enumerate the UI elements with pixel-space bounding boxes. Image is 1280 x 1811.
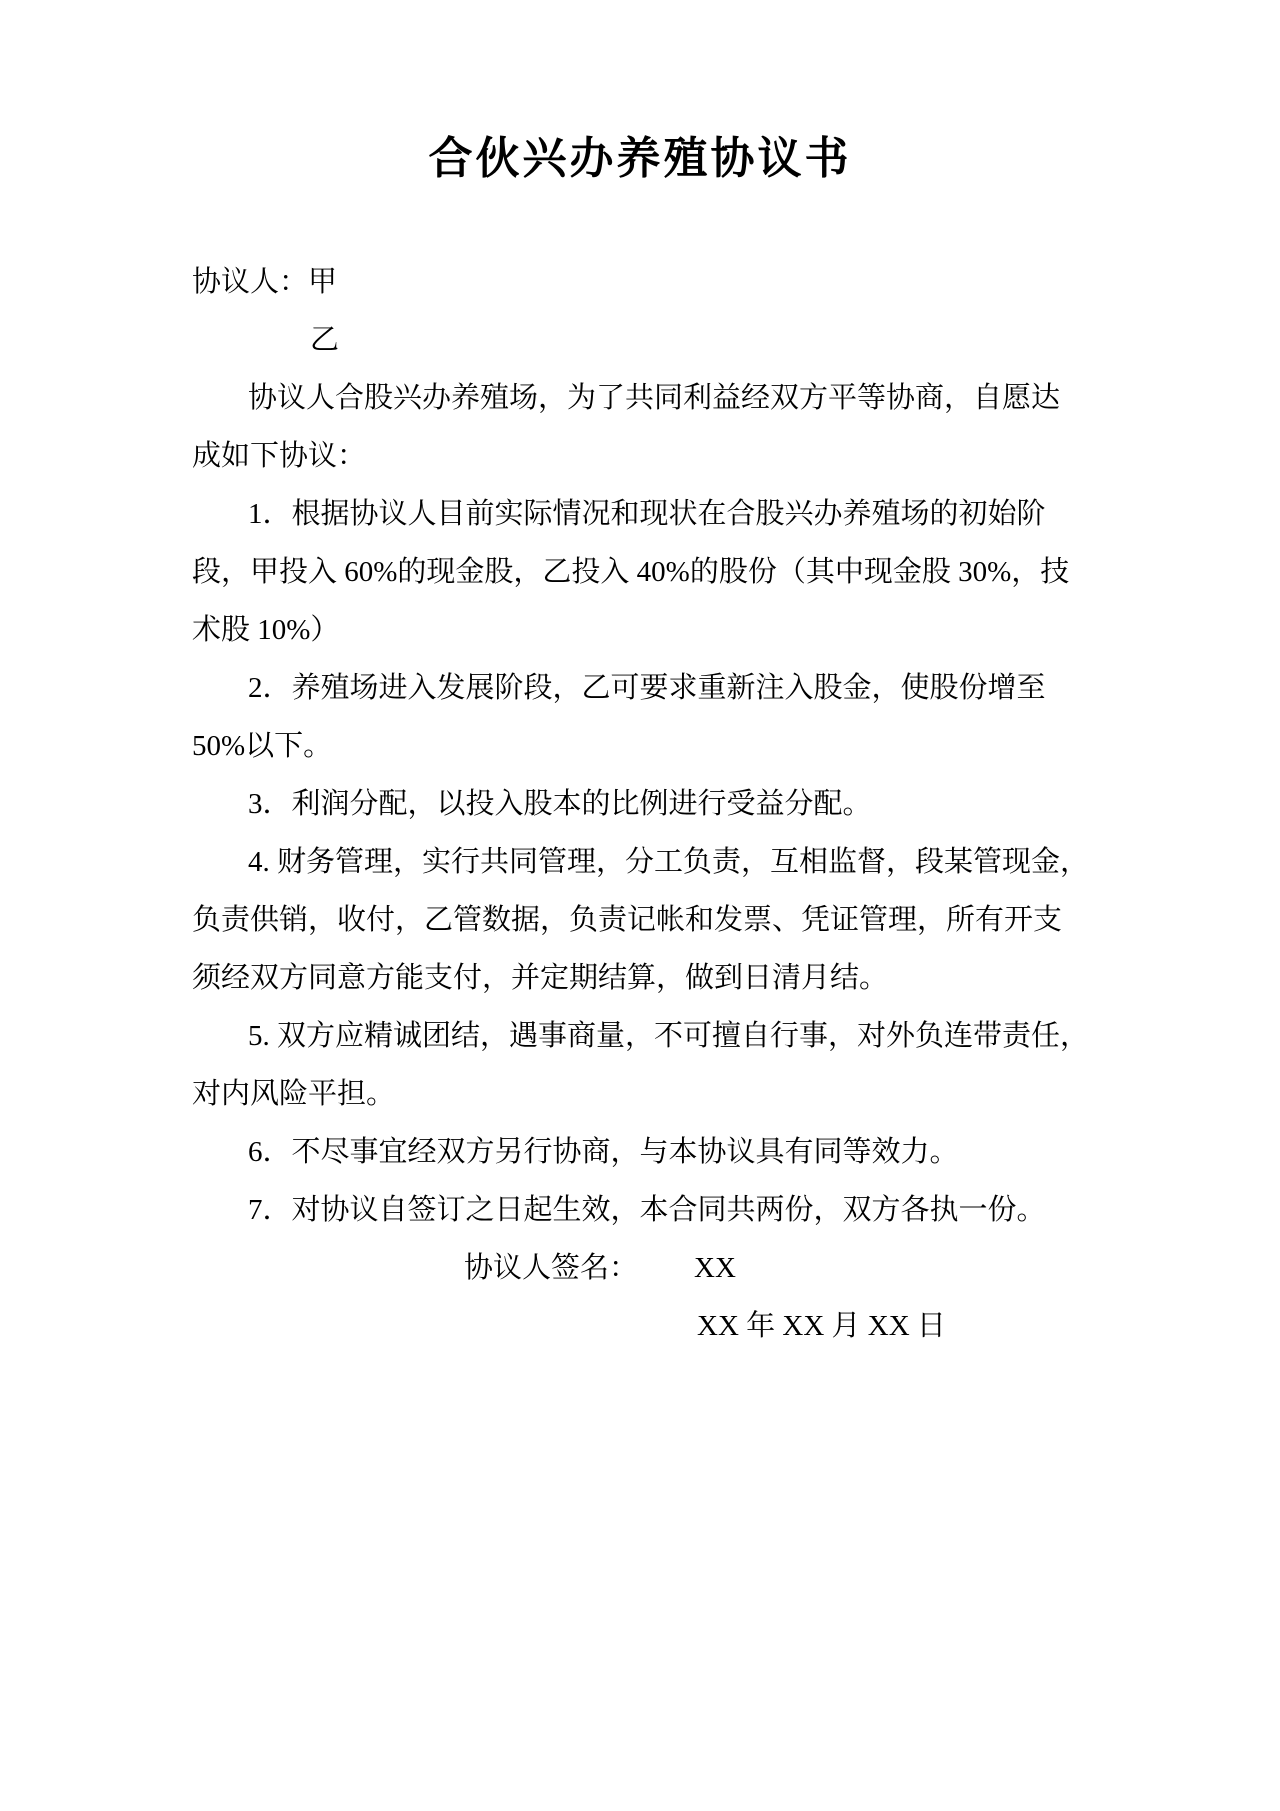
clause-2-line-2: 50%以下。	[192, 730, 333, 762]
signature-label: 协议人签名：	[464, 1252, 639, 1284]
intro-line-2: 成如下协议：	[192, 440, 367, 472]
clause-1-line-2: 段，甲投入 60%的现金股，乙投入 40%的股份（其中现金股 30%，技	[192, 556, 1070, 588]
document-title: 合伙兴办养殖协议书	[428, 134, 852, 183]
clause-4-line-2: 负责供销，收付，乙管数据，负责记帐和发票、凭证管理，所有开支	[192, 904, 1063, 936]
signature-name: XX	[694, 1252, 736, 1284]
document-body	[192, 253, 1122, 1355]
clause-3-line-1: 3．利润分配，以投入股本的比例进行受益分配。	[248, 788, 872, 820]
clause-7-line-1: 7．对协议自签订之日起生效，本合同共两份，双方各执一份。	[248, 1194, 1046, 1226]
clause-5-line-2: 对内风险平担。	[192, 1078, 396, 1110]
clause-1-line-1: 1．根据协议人目前实际情况和现状在合股兴办养殖场的初始阶	[248, 498, 1046, 530]
clause-5-line-1: 5. 双方应精诚团结，遇事商量，不可擅自行事，对外负连带责任，	[248, 1020, 1090, 1052]
clause-4-line-1: 4. 财务管理，实行共同管理，分工负责，互相监督，段某管现金，	[248, 846, 1090, 878]
clause-6-line-1: 6．不尽事宜经双方另行协商，与本协议具有同等效力。	[248, 1136, 959, 1168]
parties-line-a: 协议人：甲	[192, 266, 338, 298]
clause-4-line-3: 须经双方同意方能支付，并定期结算，做到日清月结。	[192, 962, 889, 994]
parties-line-b: 乙	[310, 324, 340, 356]
intro-line-1: 协议人合股兴办养殖场，为了共同利益经双方平等协商，自愿达	[248, 382, 1061, 414]
signature-date: XX 年 XX 月 XX 日	[697, 1310, 946, 1342]
signature-line	[192, 1239, 1122, 1297]
clause-2-line-1: 2．养殖场进入发展阶段，乙可要求重新注入股金，使股份增至	[248, 672, 1046, 704]
clause-1-line-3: 术股 10%）	[192, 614, 340, 646]
